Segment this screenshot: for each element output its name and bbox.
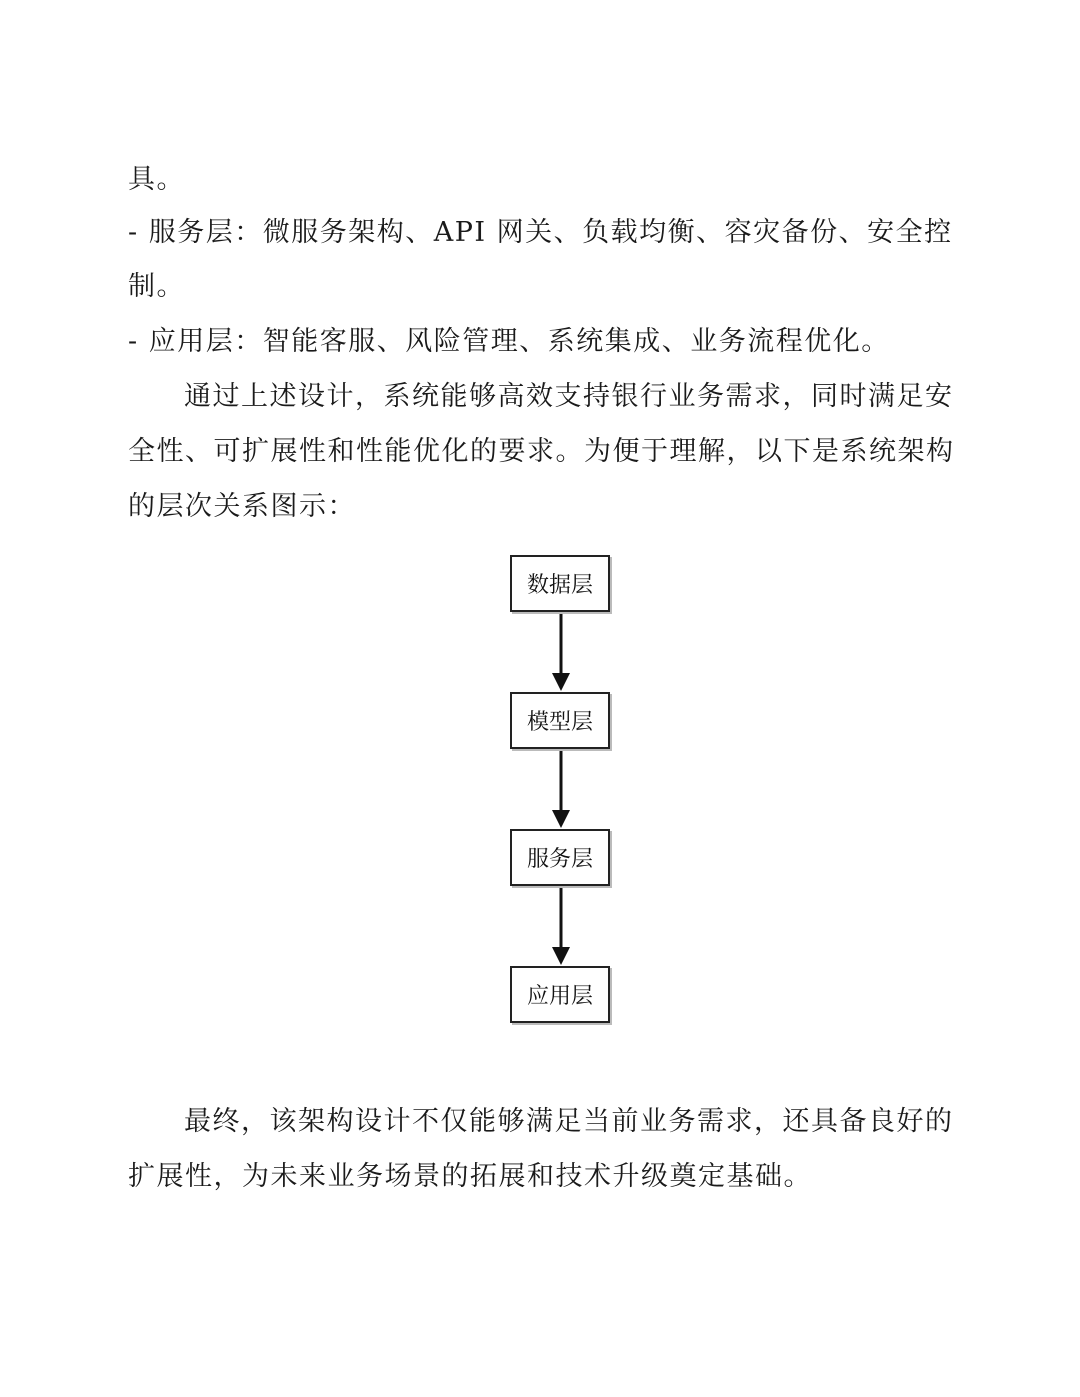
- text-line: 的层次关系图示：: [128, 491, 356, 522]
- text-line: 全性、可扩展性和性能优化的要求。为便于理解，以下是系统架构: [128, 436, 955, 467]
- node-application-layer: 应用层: [510, 966, 610, 1023]
- arrowhead-service-to-app: [552, 947, 570, 965]
- text-line: 最终，该架构设计不仅能够满足当前业务需求，还具备良好的: [184, 1106, 954, 1137]
- node-model-layer: 模型层: [510, 692, 610, 749]
- node-service-layer: 服务层: [510, 829, 610, 886]
- node-data-layer: 数据层: [510, 555, 610, 612]
- text-line: 制。: [128, 271, 185, 302]
- text-line: 扩展性，为未来业务场景的拓展和技术升级奠定基础。: [128, 1161, 812, 1192]
- text-line: - 应用层：智能客服、风险管理、系统集成、业务流程优化。: [128, 326, 890, 357]
- arrowhead-data-to-model: [552, 673, 570, 691]
- arrowhead-model-to-service: [552, 810, 570, 828]
- text-line: 通过上述设计，系统能够高效支持银行业务需求，同时满足安: [184, 381, 954, 412]
- text-line: 具。: [128, 164, 185, 195]
- text-line: - 服务层：微服务架构、API 网关、负载均衡、容灾备份、安全控: [128, 217, 953, 248]
